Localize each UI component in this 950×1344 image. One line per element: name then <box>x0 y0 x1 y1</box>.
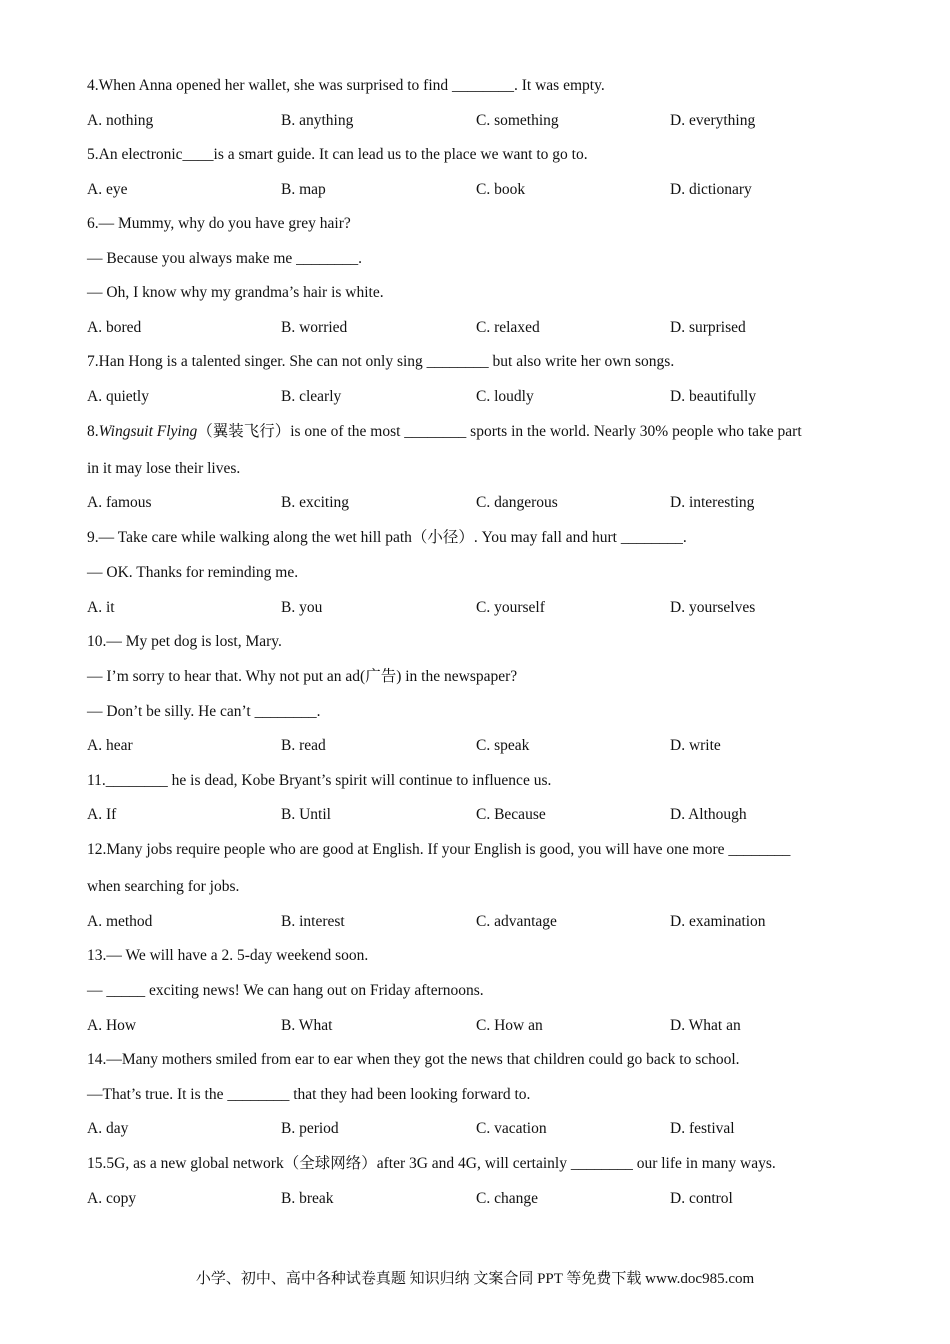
option-b: B. interest <box>281 913 345 930</box>
option-a: A. hear <box>87 737 133 754</box>
option-d: D. write <box>670 737 721 754</box>
option-c: C. something <box>476 112 559 129</box>
option-c: C. relaxed <box>476 319 540 336</box>
question-11: 11.________ he is dead, Kobe Bryant’s spirit will continue to influence us. <box>87 772 552 789</box>
option-a: A. quietly <box>87 388 149 405</box>
option-d: D. yourselves <box>670 599 756 616</box>
question-9-line-1: 9.— Take care while walking along the wet hill path（小径）. You may fall and hurt ________. <box>87 529 687 546</box>
option-c: C. speak <box>476 737 530 754</box>
option-c: C. loudly <box>476 388 534 405</box>
question-8-number: 8. <box>87 423 99 440</box>
question-5-post: is a smart guide. It can lead us to the place we want to go to. <box>213 146 588 163</box>
question-15: 15.5G, as a new global network（全球网络）after 3G and 4G, will certainly ________ our life in many ways. <box>87 1155 776 1172</box>
option-a: A. method <box>87 913 153 930</box>
option-b: B. break <box>281 1190 334 1207</box>
question-9-line-2: — OK. Thanks for reminding me. <box>87 564 299 581</box>
option-a: A. How <box>87 1017 137 1034</box>
option-a: A. nothing <box>87 112 154 129</box>
option-b: B. anything <box>281 112 354 129</box>
question-6-line-3: — Oh, I know why my grandma’s hair is white. <box>87 284 384 301</box>
question-13-line-2: — _____ exciting news! We can hang out on Friday afternoons. <box>87 982 484 999</box>
question-10-line-3: — Don’t be silly. He can’t ________. <box>87 703 321 720</box>
option-a: A. bored <box>87 319 142 336</box>
option-d: D. festival <box>670 1120 735 1137</box>
option-d: D. beautifully <box>670 388 757 405</box>
option-c: C. vacation <box>476 1120 547 1137</box>
option-c: C. Because <box>476 806 546 823</box>
question-8-rest: （翼装飞行）is one of the most ________ sports in the world. Nearly 30% people who take part <box>197 423 802 440</box>
question-6-line-2: — Because you always make me ________. <box>87 250 363 267</box>
question-14-line-2: —That’s true. It is the ________ that they had been looking forward to. <box>87 1086 531 1103</box>
option-a: A. day <box>87 1120 129 1137</box>
option-b: B. you <box>281 599 323 616</box>
option-d: D. dictionary <box>670 181 752 198</box>
option-b: B. read <box>281 737 326 754</box>
question-4: 4.When Anna opened her wallet, she was surprised to find ________. It was empty. <box>87 77 605 94</box>
option-a: A. copy <box>87 1190 137 1207</box>
option-c: C. advantage <box>476 913 557 930</box>
question-13-line-1: 13.— We will have a 2. 5-day weekend soon. <box>87 947 369 964</box>
option-d: D. surprised <box>670 319 746 336</box>
option-b: B. clearly <box>281 388 342 405</box>
question-10-line-1: 10.— My pet dog is lost, Mary. <box>87 633 282 650</box>
option-a: A. famous <box>87 494 152 511</box>
option-c: C. change <box>476 1190 538 1207</box>
option-b: B. period <box>281 1120 339 1137</box>
option-d: D. everything <box>670 112 756 129</box>
question-5-blank: ____ <box>182 146 214 163</box>
option-b: B. map <box>281 181 326 198</box>
option-b: B. worried <box>281 319 348 336</box>
question-12-line-2: when searching for jobs. <box>87 878 240 895</box>
question-12-line-1: 12.Many jobs require people who are good at English. If your English is good, you will have one more ________ <box>87 841 791 858</box>
option-a: A. eye <box>87 181 128 198</box>
option-c: C. yourself <box>476 599 545 616</box>
option-d: D. What an <box>670 1017 741 1034</box>
option-c: C. dangerous <box>476 494 558 511</box>
option-c: C. How an <box>476 1017 543 1034</box>
option-b: B. exciting <box>281 494 350 511</box>
question-5 <box>87 145 588 165</box>
option-d: D. interesting <box>670 494 755 511</box>
question-8-line-2: in it may lose their lives. <box>87 460 241 477</box>
question-7: 7.Han Hong is a talented singer. She can not only sing ________ but also write her own songs. <box>87 353 675 370</box>
question-14-line-1: 14.—Many mothers smiled from ear to ear when they got the news that children could go back to school. <box>87 1051 740 1068</box>
option-d: D. control <box>670 1190 733 1207</box>
option-d: D. examination <box>670 913 766 930</box>
option-c: C. book <box>476 181 526 198</box>
question-10-line-2: — I’m sorry to hear that. Why not put an ad(广告) in the newspaper? <box>87 668 518 685</box>
question-6-line-1: 6.— Mummy, why do you have grey hair? <box>87 215 351 232</box>
page-footer: 小学、初中、高中各种试卷真题 知识归纳 文案合同 PPT 等免费下载 www.doc985.com <box>195 1271 755 1287</box>
option-d: D. Although <box>670 806 747 823</box>
question-8-italic-term: Wingsuit Flying <box>98 423 198 440</box>
option-a: A. If <box>87 806 117 823</box>
option-b: B. Until <box>281 806 331 823</box>
option-a: A. it <box>87 599 115 616</box>
question-5-pre: 5.An electronic <box>87 146 183 163</box>
option-b: B. What <box>281 1017 333 1034</box>
question-8 <box>87 422 802 442</box>
